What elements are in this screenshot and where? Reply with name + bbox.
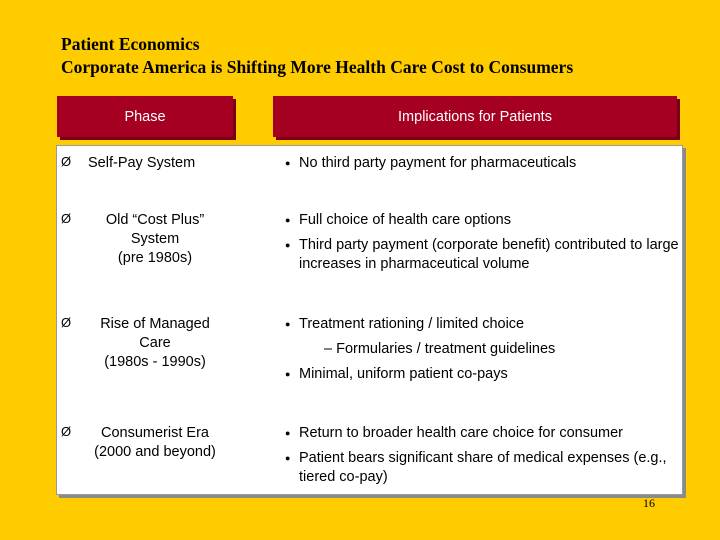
implications-list bbox=[279, 424, 679, 487]
content-panel bbox=[56, 145, 683, 495]
implications-header: Implications for Patients bbox=[273, 96, 677, 137]
page-number: 16 bbox=[643, 496, 655, 510]
implication-item: ● Return to broader health care choice for consumer bbox=[285, 425, 624, 441]
bullet-dot-icon: ● bbox=[285, 215, 291, 225]
implications-list bbox=[279, 154, 679, 173]
title-line-2: Corporate America is Shifting More Health Care Cost to Consumers bbox=[61, 57, 574, 77]
sub-item: – Formularies / treatment guidelines bbox=[324, 341, 556, 357]
phase-label: Self-Pay System bbox=[88, 155, 196, 171]
phase-label: Consumerist Era (2000 and beyond) bbox=[94, 425, 216, 460]
implication-item: ● No third party payment for pharmaceuticals bbox=[285, 155, 577, 171]
implication-item: ● Patient bears significant share of medical expenses (e.g., tiered co-pay) bbox=[285, 450, 667, 485]
bullet-dot-icon: ● bbox=[285, 369, 291, 379]
bullet-dot-icon: ● bbox=[285, 158, 291, 168]
implications-list bbox=[279, 315, 679, 384]
arrow-bullet-icon: Ø bbox=[61, 315, 72, 330]
slide-title bbox=[61, 33, 573, 79]
arrow-bullet-icon: Ø bbox=[61, 154, 72, 169]
arrow-bullet-icon: Ø bbox=[61, 424, 72, 439]
implication-item: ● Third party payment (corporate benefit) contributed to large increases in pharmaceutical volume bbox=[285, 237, 679, 272]
implications-list bbox=[279, 211, 679, 274]
bullet-dot-icon: ● bbox=[285, 240, 291, 250]
phase-header: Phase bbox=[57, 96, 233, 137]
implication-item: ● Minimal, uniform patient co-pays bbox=[285, 366, 508, 382]
bullet-dot-icon: ● bbox=[285, 453, 291, 463]
arrow-bullet-icon: Ø bbox=[61, 211, 72, 226]
bullet-dot-icon: ● bbox=[285, 428, 291, 438]
bullet-dot-icon: ● bbox=[285, 319, 291, 329]
implication-item: ● Treatment rationing / limited choice bbox=[285, 316, 525, 332]
title-line-1: Patient Economics bbox=[61, 34, 200, 54]
phase-label: Rise of Managed Care (1980s - 1990s) bbox=[100, 316, 210, 370]
phase-label: Old “Cost Plus” System (pre 1980s) bbox=[105, 212, 205, 266]
implication-item: ● Full choice of health care options bbox=[285, 212, 511, 228]
